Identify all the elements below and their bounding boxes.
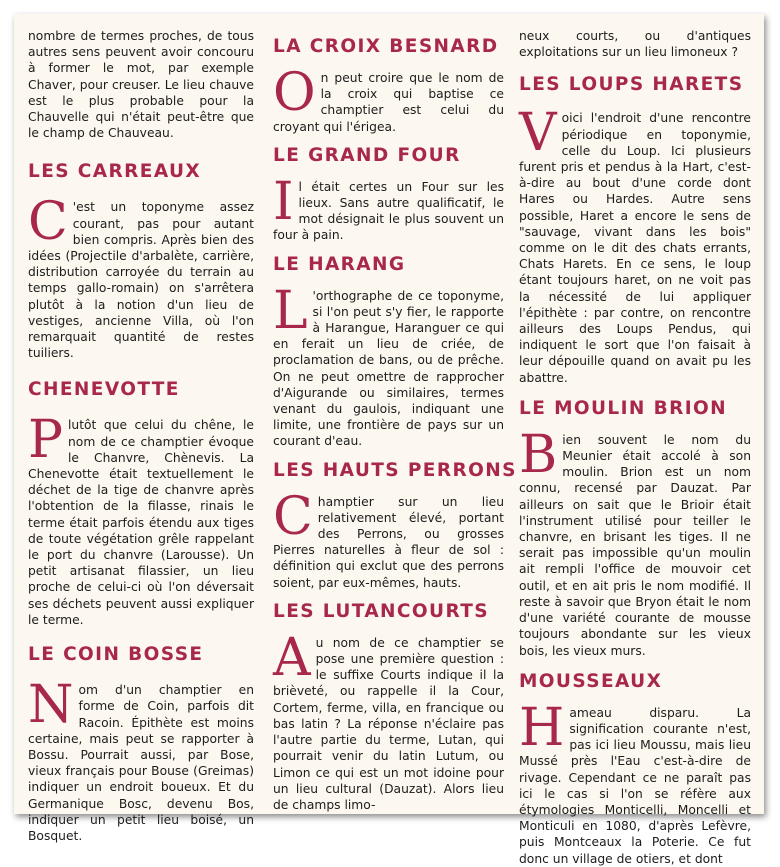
- entry-les-hauts-perrons: [273, 486, 504, 591]
- heading-les-loups-harets: LES LOUPS HARETS: [519, 74, 744, 96]
- document-page: [14, 14, 764, 866]
- column-3-intro: neux courts, ou d'antiques exploitations sur un lieu limoneux ?: [519, 29, 751, 60]
- column-2: [273, 28, 517, 813]
- entry-chenevotte: [28, 410, 254, 628]
- column-1-intro: nombre de termes proches, de tous autres sens peuvent avoir concouru à former le mot, par exemple Chaver, pour creuser. Le lieu chauve est le plus probable pour la Chauvelle qui n'était peut-être que le champ de Chauveau.: [28, 29, 254, 141]
- entry-le-harang: [273, 280, 504, 450]
- entry-le-coin-bosse: [28, 675, 254, 844]
- heading-le-grand-four: LE GRAND FOUR: [273, 144, 461, 166]
- entry-mousseaux: [519, 697, 751, 867]
- entry-text: ien souvent le nom du Meunier était accolé à son moulin. Brion est un nom connu, recensé par Dauzat. Par ailleurs on sait que le Brioir était l'instrument utilisé pour teiller le chanvre, en brisant les tiges. Il ne serait pas impossible qu'un moulin ait rempli l'office de mouvoir cet outil, et en ait pris le nom modifié. Il reste à savoir que Bryon était le nom d'une variété courante de mousse toujours abondante sur les vieux bois, les vieux murs.: [519, 432, 751, 658]
- heading-les-hauts-perrons: LES HAUTS PERRONS: [273, 459, 517, 481]
- drop-cap: I: [273, 171, 294, 232]
- drop-cap: O: [273, 63, 316, 123]
- heading-la-croix-besnard: LA CROIX BESNARD: [273, 36, 499, 57]
- entry-text: u nom de ce champtier se pose une première question : le suffixe Courts indique il la brièveté, ou rappelle il la Cour, Cortem, ferme, villa, en francique ou bas latin ? La réponse n'éclaire pas l'autre partie du terme, Lutan, qui pourrait venir du latin Lutum, ou Limon ce qui est un mot idoine pour un lieu cultural (Dauzat). Alors lieu de champs limo-: [273, 635, 504, 812]
- drop-cap: C: [273, 486, 313, 547]
- heading-les-carreaux: LES CARREAUX: [28, 161, 202, 183]
- drop-cap: C: [28, 192, 68, 253]
- entry-text: 'orthographe de ce toponyme, si l'on peut s'y fier, le rapporte à Harangue, Haranguer ce qui en ferait un lieu de criée, de proclamation de bans, ou de prêche. On ne peut omettre de rapprocher d'Aigurande ou similaires, termes venant du gaulois, indiquant une limite, une frontière de pays sur un courant d'eau.: [273, 288, 504, 449]
- entry-text: oici l'endroit d'une rencontre périodique en toponymie, celle du Loup. Ici plusieurs furent pris et pendus à la Hart, c'est-à-dire au bout d'une corde dont Hares ou Hardes. Autre sens possible, Haret a encore le sens de "sauvage, vivant dans les bois" comme on le dit des chats errants, Chats Harets. En ce sens, le loup étant toujours haret, on ne voit pas la nécessité de lui appliquer l'épithète : par contre, on rencontre ailleurs des Loups Pendus, qui indiquent le sort que l'on faisait à leur dépouille quand on avait pu les abattre.: [519, 111, 751, 385]
- heading-les-lutancourts: LES LUTANCOURTS: [273, 600, 490, 622]
- drop-cap: B: [519, 424, 558, 485]
- entry-text: l était certes un Four sur les lieux. Sans autre qualificatif, le mot désignait le plus souvent un four à pain.: [273, 179, 504, 243]
- entry-text: hamptier sur un lieu relativement élevé, portant des Perrons, ou grosses Pierres naturelles à fleur de sol : définition qui exclut que des perrons soient, par eux-mêmes, hauts.: [273, 494, 504, 590]
- heading-mousseaux: MOUSSEAUX: [519, 670, 663, 692]
- entry-les-lutancourts: [273, 627, 504, 813]
- drop-cap: V: [519, 103, 557, 164]
- column-1: [28, 28, 254, 844]
- entry-text: ameau disparu. La signification courante n'est, pas ici lieu Moussu, mais lieu Mussé près l'Eau c'est-à-dire de rivage. Cependant ce ne paraît pas ici le cas si l'on se réfère aux étymologies Monticelli, Moncelli et Monticuli en 1080, d'après Lefèvre, puis Montceaux la Poterie. Ce fut donc un village de otiers, et dont: [519, 705, 751, 866]
- entry-text: 'est un toponyme assez courant, pas pour autant bien compris. Après bien des idées (Projectile d'arbalète, carrière, distribution carroyée du terrain au temps gallo-romain) on s'arrêtera plutôt à la notion d'un lieu de vestiges, ancienne Villa, où l'on remarquait quantité de restes tuiliers.: [28, 200, 254, 361]
- drop-cap: H: [519, 697, 565, 758]
- drop-cap: N: [28, 675, 74, 736]
- heading-le-moulin-brion: LE MOULIN BRION: [519, 397, 728, 419]
- entry-le-grand-four: [273, 171, 504, 244]
- entry-text: n peut croire que le nom de la croix qui baptise ce champtier est celui du croyant qui l'érigea.: [273, 71, 504, 134]
- drop-cap: A: [273, 627, 311, 688]
- entry-les-carreaux: [28, 192, 254, 361]
- column-3: [519, 28, 751, 867]
- entry-le-moulin-brion: [519, 424, 751, 659]
- heading-le-coin-bosse: LE COIN BOSSE: [28, 644, 204, 666]
- heading-chenevotte: CHENEVOTTE: [28, 379, 180, 401]
- entry-les-loups-harets: [519, 103, 751, 385]
- drop-cap: L: [273, 280, 308, 341]
- heading-le-harang: LE HARANG: [273, 253, 406, 275]
- entry-text: lutôt que celui du chêne, le nom de ce champtier évoque le Chanvre, Chènevis. La Chenevotte était textuellement le déchet de la tige de chanvre après l'obtention de la filasse, rinais le terme était parfois étendu aux tiges de toute végétation grêle rappelant le port du chanvre (Larousse). Un petit artisanat filassier, un lieu proche de celui-ci où l'on déversait ses déchets peuvent aussi expliquer le terme.: [28, 418, 254, 627]
- entry-text: om d'un champtier en forme de Coin, parfois dit Racoin. Épithète est moins certaine, mais peut se rapporter à Bossu. Pourrait aussi, par Bose, vieux français pour Bouse (Greimas) indiquer un endroit boueux. Et du Germanique Bosc, devenu Bos, indiquer un petit lieu boisé, un Bosquet.: [28, 683, 254, 843]
- drop-cap: P: [28, 410, 63, 471]
- entry-la-croix-besnard: [273, 63, 504, 135]
